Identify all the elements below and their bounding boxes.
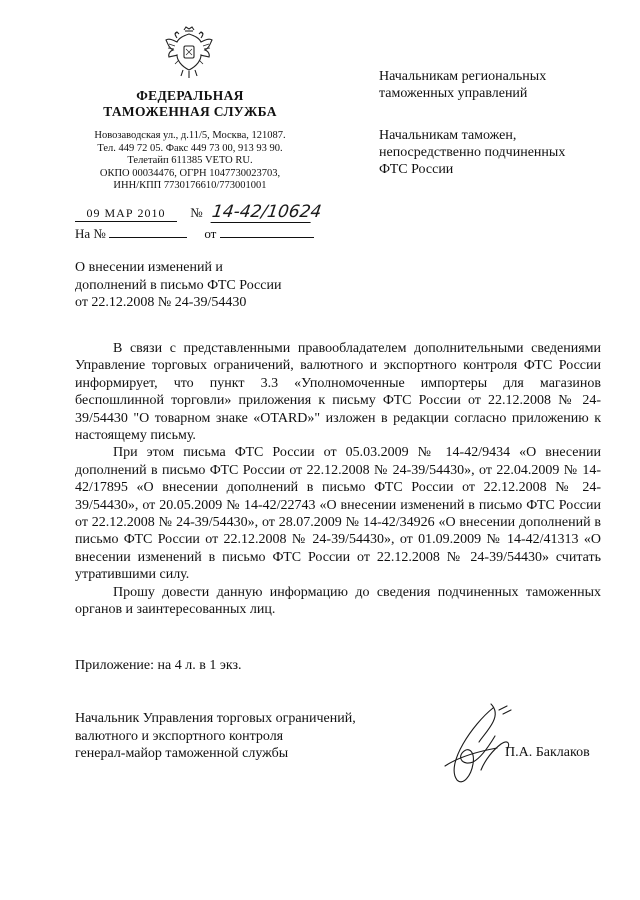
org-name-line2: ТАМОЖЕННАЯ СЛУЖБА xyxy=(103,104,277,119)
ref-number-blank xyxy=(109,237,187,238)
signer-line: Начальник Управления торговых ограничений, xyxy=(75,711,356,726)
registration-line xyxy=(75,202,323,223)
reference-line xyxy=(75,226,314,242)
org-name-line1: ФЕДЕРАЛЬНАЯ xyxy=(136,88,244,103)
signer-line: валютного и экспортного контроля xyxy=(75,728,284,744)
signer-title xyxy=(75,710,405,763)
address-line: ОКПО 00034476, ОГРН 1047730023703, xyxy=(99,167,281,179)
ref-from-label: от xyxy=(204,226,217,241)
letter-subject xyxy=(75,259,335,312)
ref-date-blank xyxy=(220,237,314,238)
letter-date: 09 МАР 2010 xyxy=(75,206,177,222)
address-line: Тел. 449 72 05. Факс 449 73 00, 913 93 90. xyxy=(97,142,283,154)
recipient-1 xyxy=(379,68,619,102)
subject-line: от 22.12.2008 № 24-39/54430 xyxy=(75,295,247,310)
recipient-line: Начальникам таможен, xyxy=(379,128,517,143)
recipient-line: ФТС России xyxy=(379,162,454,177)
ref-label: На № xyxy=(75,226,106,241)
org-address-block xyxy=(60,130,320,193)
recipient-line: непосредственно подчиненных xyxy=(379,145,566,160)
signer-line: генерал-майор таможенной службы xyxy=(75,746,289,761)
recipient-line: таможенных управлений xyxy=(379,86,528,101)
subject-line: дополнений в письмо ФТС России xyxy=(75,277,282,293)
double-headed-eagle-emblem-icon xyxy=(163,24,215,80)
address-line: Телетайп 611385 VETO RU. xyxy=(127,155,253,167)
address-line: Новозаводская ул., д.11/5, Москва, 121087. xyxy=(94,130,286,141)
recipient-line: Начальникам региональных xyxy=(379,69,547,84)
letter-number: 14-42/10624 xyxy=(210,202,323,222)
number-label: № xyxy=(190,205,203,220)
recipient-2 xyxy=(379,127,619,178)
body-paragraph-2: При этом письма ФТС России от 05.03.2009 № 14-42/9434 «О внесении дополнений в письмо ФТС России от 22.12.2008 № 24-39/54430», от 22.04.2009 № 14-42/17895 «О внесении дополнений в письмо ФТС России от 22.12.2008 № 24-39/54430», от 20.05.2009 № 14-42/22743 «О внесении изменений в письмо ФТС России от 22.12.2008 № 24-39/54430», от 28.07.2009 № 14-42/34926 «О внесении дополнений в письмо ФТС России от 22.12.2008 № 24-39/54430», от 01.09.2009 № 14-42/41313 «О внесении изменений в письмо ФТС России от 22.12.2008 № 24-39/54430» считать утратившими силу. xyxy=(75,445,601,583)
address-line: ИНН/КПП 7730176610/773001001 xyxy=(113,180,267,192)
body-paragraph-3: Прошу довести данную информацию до сведения подчиненных таможенных органов и заинтересованных лиц. xyxy=(75,584,601,618)
subject-line: О внесении изменений и xyxy=(75,260,223,275)
signer-name: П.А. Баклаков xyxy=(505,745,590,760)
body-paragraph-1: В связи с представленными правообладателем дополнительными сведениями Управление торговых ограничений, валютного и экспортного контроля ФТС России информирует, что пункт 3.3 «Уполномоченные импортеры для магазинов беспошлинной торговли» приложения к письму ФТС России от 22.12.2008 № 24-39/54430 "О товарном знаке «OTARD»" изложен в редакции согласно приложению к настоящему письму. xyxy=(75,341,601,444)
attachment-note: Приложение: на 4 л. в 1 экз. xyxy=(75,658,242,673)
letter-body xyxy=(75,340,601,619)
